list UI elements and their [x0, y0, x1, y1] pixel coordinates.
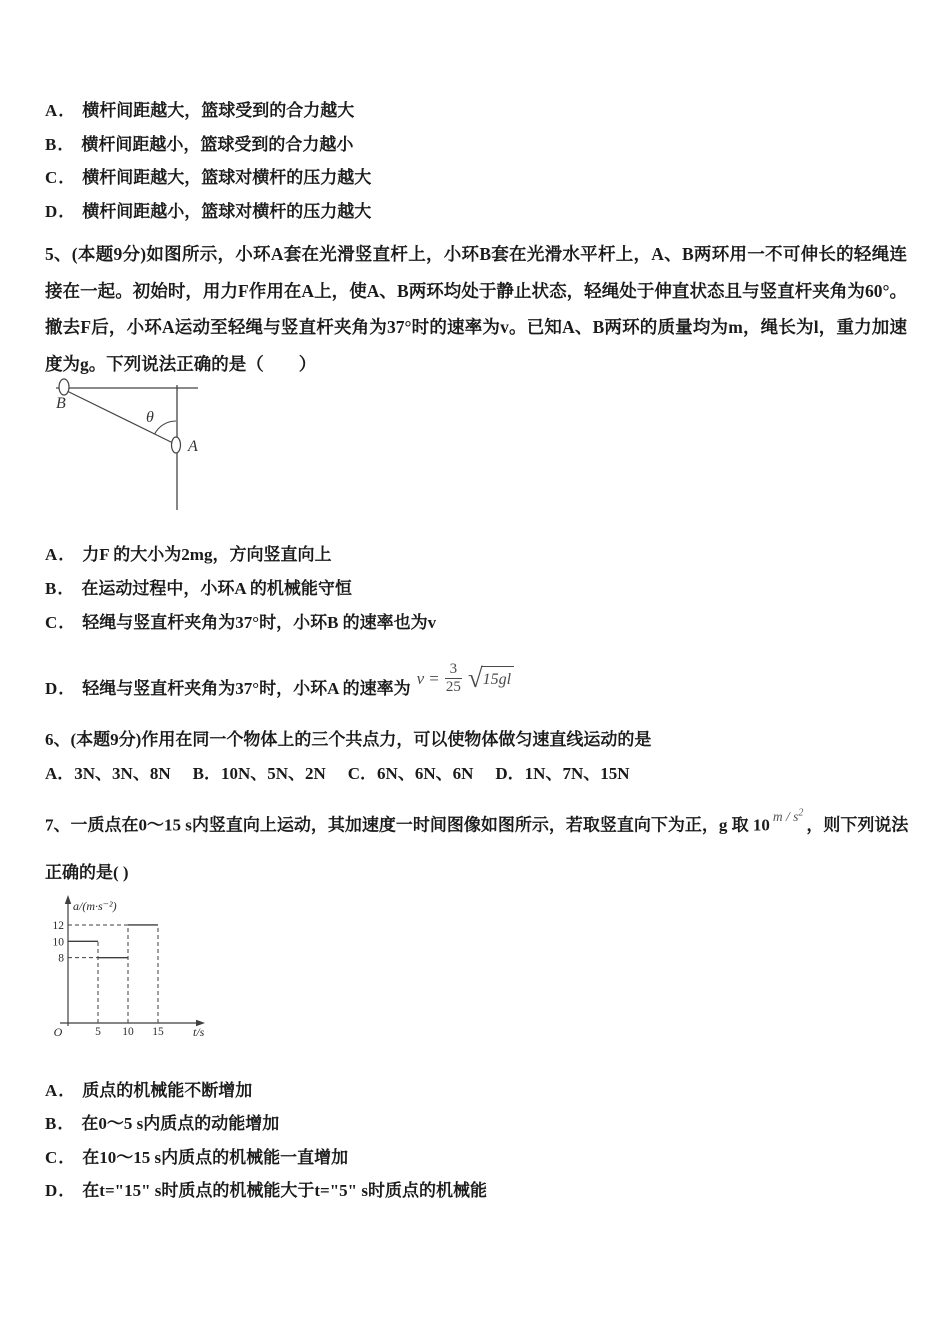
q7-option-d — [45, 1180, 487, 1202]
q6-option-a: A．3N、3N、8N — [45, 764, 171, 783]
q5-option-a — [45, 544, 331, 566]
x-tick-label-15: 15 — [152, 1026, 164, 1038]
q7-unit-exponent: 2 — [798, 807, 804, 818]
q7-unit-base: m / s — [772, 808, 799, 824]
ring-a-label: A — [188, 438, 198, 455]
radical-sign: √ — [467, 662, 483, 693]
q7-unit — [773, 809, 804, 824]
q4-option-c-text: 横杆间距越大，篮球对横杆的压力越大 — [82, 168, 372, 187]
q4-option-b-text: 横杆间距越小，篮球受到的合力越小 — [81, 135, 354, 154]
q7-option-c — [45, 1147, 348, 1169]
formula-lhs: v — [416, 668, 425, 688]
q7-option-b-letter: B． — [45, 1114, 76, 1133]
formula-equals: = — [429, 668, 439, 688]
q7-option-c-letter: C． — [45, 1148, 77, 1167]
q4-option-d-letter: D． — [45, 202, 77, 221]
q7-option-d-letter: D． — [45, 1181, 77, 1200]
q4-option-b-letter: B． — [45, 135, 76, 154]
fraction-numerator: 3 — [445, 661, 463, 679]
y-axis-label: a/(m·s⁻²) — [73, 899, 117, 913]
formula-fraction — [444, 661, 463, 697]
x-tick-label-10: 10 — [122, 1026, 134, 1038]
y-tick-label-10: 10 — [52, 936, 64, 949]
q4-option-a-text: 横杆间距越大，篮球受到的合力越大 — [82, 101, 355, 120]
ring-b — [59, 379, 69, 395]
q5-option-c — [45, 612, 436, 634]
q4-option-a — [45, 100, 354, 122]
q5-option-d-text: 轻绳与竖直杆夹角为37°时，小环A 的速率为 — [82, 678, 411, 698]
q7-option-a — [45, 1080, 252, 1102]
fraction-denominator: 25 — [445, 679, 461, 696]
ring-a — [172, 437, 181, 453]
acceleration-time-graph — [45, 894, 260, 1046]
q5-stem: 5、(本题9分)如图所示，小环A套在光滑竖直杆上，小环B套在光滑水平杆上，A、B两环用一不可伸长的轻绳连接在一起。初始时，用力F作用在A上，使A、B两环均处于静止状态，轻绳处于伸直状态且与竖直杆夹角为60°。撤去F后，小环A运动至轻绳与竖直杆夹角为37°时的速率为v。已知A、B两环的质量均为m，绳长为l，重力加速度为g。下列说法正确的是（ ） — [45, 244, 907, 374]
q5-option-d — [45, 661, 514, 707]
y-tick-label-8: 8 — [58, 952, 64, 965]
q4-option-d-text: 横杆间距越小，篮球对横杆的压力越大 — [82, 202, 372, 221]
y-axis-arrow — [65, 895, 71, 904]
q6-stem: 6、(本题9分)作用在同一个物体上的三个共点力，可以使物体做匀速直线运动的是 — [45, 730, 652, 749]
origin-label: O — [53, 1025, 63, 1039]
q5-option-b-text: 在运动过程中，小环A 的机械能守恒 — [81, 579, 352, 598]
q4-option-d — [45, 201, 371, 223]
q6-option-c: C．6N、6N、6N — [347, 764, 474, 783]
q6-options-row — [45, 763, 630, 785]
q4-option-c — [45, 167, 371, 189]
q6-option-d: D．1N、7N、15N — [495, 764, 630, 783]
q7-stem-part2: ，则下列说法 — [806, 815, 909, 835]
q7-option-a-letter: A． — [45, 1081, 77, 1100]
q4-option-c-letter: C． — [45, 168, 77, 187]
q7-stem-part1: 7、一质点在0～15 s内竖直向上运动，其加速度一时间图像如图所示，若取竖直向下为正，g 取 10 — [45, 815, 770, 835]
ring-b-label: B — [56, 395, 66, 412]
angle-arc — [155, 421, 177, 434]
q7-option-b-text: 在0～5 s内质点的动能增加 — [81, 1114, 280, 1133]
y-tick-label-12: 12 — [52, 919, 64, 932]
q5-option-c-letter: C． — [45, 613, 77, 632]
q7-option-d-text: 在t="15" s时质点的机械能大于t="5" s时质点的机械能 — [82, 1181, 487, 1200]
angle-theta-label: θ — [146, 409, 154, 426]
q5-option-d-formula — [417, 661, 514, 697]
formula-radical — [467, 662, 514, 693]
q7-chart — [45, 894, 260, 1051]
q7-option-a-text: 质点的机械能不断增加 — [82, 1081, 253, 1100]
q5-option-b-letter: B． — [45, 579, 76, 598]
q6-option-b: B．10N、5N、2N — [192, 764, 326, 783]
radicand: 15gl — [481, 666, 514, 691]
x-tick-label-5: 5 — [95, 1026, 101, 1038]
q4-option-b — [45, 134, 353, 156]
q7-stem-line1 — [45, 807, 909, 838]
q7-option-b — [45, 1113, 279, 1135]
q5-figure — [48, 378, 228, 528]
q4-option-a-letter: A． — [45, 101, 77, 120]
q5-option-d-letter: D． — [45, 678, 77, 698]
q7-option-c-text: 在10～15 s内质点的机械能一直增加 — [82, 1148, 349, 1167]
q5-option-c-text: 轻绳与竖直杆夹角为37°时，小环B 的速率也为v — [82, 613, 437, 632]
q7-stem-line2: 正确的是( ) — [45, 863, 129, 882]
q5-option-a-text: 力F 的大小为2mg，方向竖直向上 — [82, 545, 332, 564]
q5-option-b — [45, 578, 352, 600]
string-line — [67, 391, 175, 444]
x-axis-label: t/s — [193, 1025, 205, 1039]
q5-option-a-letter: A． — [45, 545, 77, 564]
